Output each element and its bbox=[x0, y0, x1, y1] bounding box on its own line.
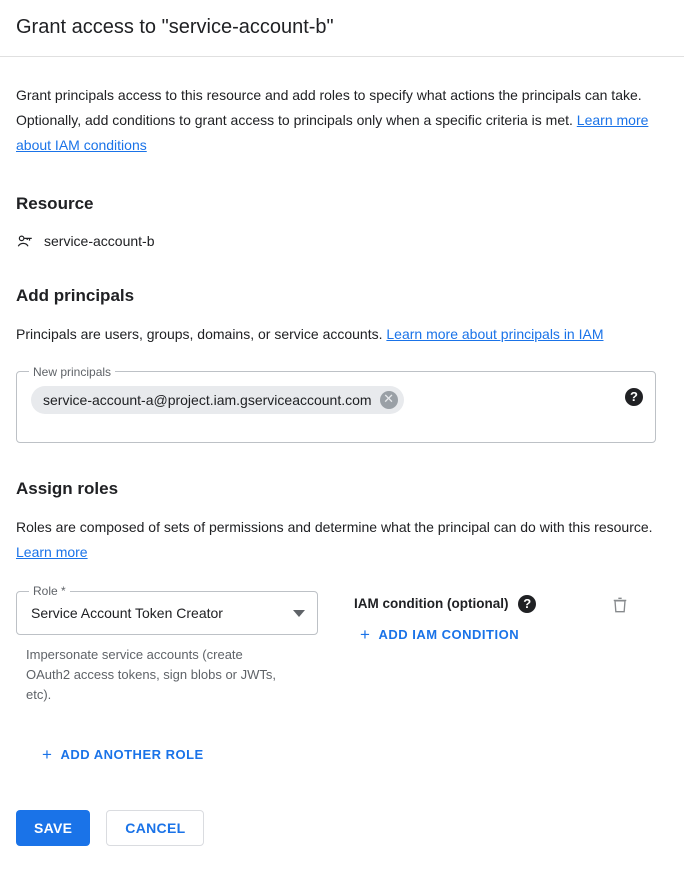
role-column bbox=[16, 584, 322, 705]
save-button[interactable]: SAVE bbox=[16, 810, 90, 846]
plus-icon: + bbox=[360, 624, 371, 644]
delete-column bbox=[602, 591, 668, 620]
footer-actions bbox=[16, 810, 668, 846]
page-title: Grant access to "service-account-b" bbox=[16, 16, 334, 38]
roles-learn-more-link[interactable]: Learn more bbox=[16, 544, 88, 560]
add-principals-section-title: Add principals bbox=[16, 286, 135, 305]
panel-body bbox=[0, 83, 684, 846]
iam-condition-label: IAM condition (optional) bbox=[354, 596, 509, 611]
intro-description: Grant principals access to this resource and add roles to specify what actions the principals can take. Optionally, add conditions to grant access to principals only when a specific criteria is met. bbox=[16, 87, 642, 128]
help-icon[interactable]: ? bbox=[518, 595, 536, 613]
resource-row bbox=[16, 232, 668, 250]
roles-description-text: Roles are composed of sets of permissions and determine what the principal can do with this resource. bbox=[16, 519, 653, 535]
add-iam-condition-label: ADD IAM CONDITION bbox=[378, 627, 520, 643]
plus-icon: + bbox=[42, 744, 53, 764]
cancel-button[interactable]: CANCEL bbox=[106, 810, 204, 846]
role-row bbox=[16, 584, 668, 705]
role-select-label: Role * bbox=[29, 584, 70, 598]
new-principals-label: New principals bbox=[29, 364, 115, 380]
add-iam-condition-button[interactable] bbox=[354, 623, 525, 646]
role-select[interactable] bbox=[16, 584, 318, 635]
trash-icon[interactable] bbox=[610, 595, 630, 620]
principal-chip-label: service-account-a@project.iam.gserviceaccount.com bbox=[43, 392, 372, 408]
resource-name: service-account-b bbox=[44, 233, 155, 249]
service-account-icon bbox=[16, 232, 34, 250]
roles-description bbox=[16, 515, 664, 565]
help-icon[interactable]: ? bbox=[625, 388, 643, 406]
add-another-role-label: ADD ANOTHER ROLE bbox=[60, 747, 204, 762]
close-icon[interactable]: ✕ bbox=[380, 391, 398, 409]
principal-chip[interactable] bbox=[31, 386, 404, 414]
principals-learn-more-link[interactable]: Learn more about principals in IAM bbox=[386, 326, 604, 342]
chevron-down-icon[interactable] bbox=[293, 610, 305, 617]
assign-roles-section-title: Assign roles bbox=[16, 479, 119, 498]
iam-condition-title bbox=[354, 595, 602, 613]
intro-text bbox=[16, 83, 664, 158]
add-role-row bbox=[36, 733, 668, 766]
panel-header bbox=[0, 0, 684, 57]
resource-section-title: Resource bbox=[16, 194, 94, 213]
new-principals-field[interactable] bbox=[16, 365, 656, 443]
condition-column bbox=[322, 591, 602, 646]
role-description-hint: Impersonate service accounts (create OAuth2 access tokens, sign blobs or JWTs, etc). bbox=[26, 647, 276, 702]
add-another-role-button[interactable] bbox=[36, 743, 210, 766]
principals-description bbox=[16, 322, 664, 347]
principals-description-text: Principals are users, groups, domains, or service accounts. bbox=[16, 326, 383, 342]
iam-conditions-learn-more-link[interactable]: Learn more about IAM conditions bbox=[16, 112, 649, 153]
role-select-value: Service Account Token Creator bbox=[31, 605, 223, 621]
